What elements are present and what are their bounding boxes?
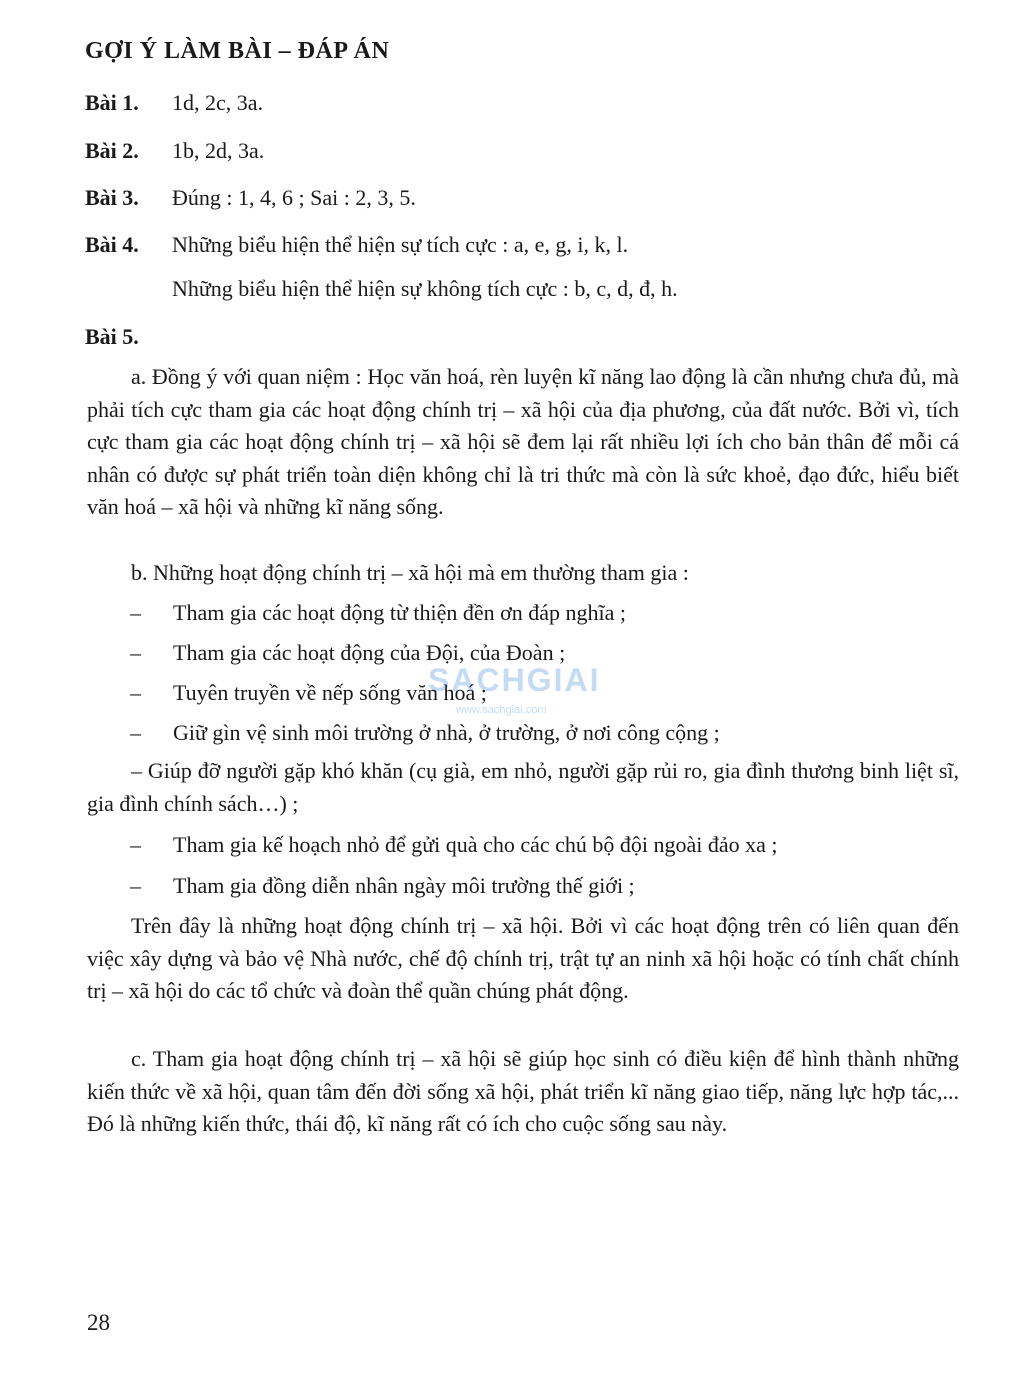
answer-label: Bài 2. (85, 138, 139, 163)
page-number: 28 (87, 1310, 110, 1335)
list-dash: – (130, 720, 141, 745)
watermark-url: www.sachgiai.com (456, 704, 547, 716)
list-item: Giữ gìn vệ sinh môi trường ở nhà, ở trường, ở nơi công cộng ; (173, 720, 720, 745)
answer-2 (85, 136, 264, 166)
list-item: Tham gia đồng diễn nhân ngày môi trường thế giới ; (173, 873, 635, 898)
page-heading: GỢI Ý LÀM BÀI – ĐÁP ÁN (85, 38, 390, 64)
watermark-logo (420, 660, 620, 720)
list-item: Tham gia các hoạt động của Đội, của Đoàn ; (173, 640, 566, 665)
answer-5 (85, 322, 172, 352)
answer-3 (85, 183, 416, 213)
answer-4 (85, 230, 628, 260)
list-item: Tuyên truyền về nếp sống văn hoá ; (173, 680, 487, 705)
answer-label: Bài 1. (85, 90, 139, 115)
list-dash: – (130, 640, 141, 665)
answer-text: 1b, 2d, 3a. (172, 138, 265, 163)
list-dash: – (130, 600, 141, 625)
list-item: Tham gia các hoạt động từ thiện đền ơn đáp nghĩa ; (173, 600, 627, 625)
answer-text: Đúng : 1, 4, 6 ; Sai : 2, 3, 5. (172, 185, 416, 210)
list-item-long: – Giúp đỡ người gặp khó khăn (cụ già, em nhỏ, người gặp rủi ro, gia đình thương binh liệt sĩ, gia đình chính sách…) ; (87, 758, 959, 816)
answer-5b-intro: b. Những hoạt động chính trị – xã hội mà em thường tham gia : (131, 560, 689, 585)
answer-4-line-2: Những biểu hiện thể hiện sự không tích cực : b, c, d, đ, h. (172, 276, 678, 301)
answer-5a-paragraph: a. Đồng ý với quan niệm : Học văn hoá, rèn luyện kĩ năng lao động là cần nhưng chưa đủ, mà phải tích cực tham gia các hoạt động chính trị – xã hội của địa phương, của đất nước. Bởi vì, tích cực tham gia các hoạt động chính trị – xã hội sẽ đem lại rất nhiều lợi ích cho bản thân để mỗi cá nhân có được sự phát triển toàn diện không chỉ là tri thức mà còn là sức khoẻ, đạo đức, hiểu biết văn hoá – xã hội và những kĩ năng sống. (87, 364, 959, 520)
answer-5b-conclusion: Trên đây là những hoạt động chính trị – xã hội. Bởi vì các hoạt động trên có liên quan đến việc xây dựng và bảo vệ Nhà nước, chế độ chính trị, trật tự an ninh xã hội hoặc có tính chất chính trị – xã hội do các tổ chức và đoàn thể quần chúng phát động. (87, 913, 959, 1004)
list-item: Tham gia kế hoạch nhỏ để gửi quà cho các chú bộ đội ngoài đảo xa ; (173, 832, 778, 857)
answer-label: Bài 5. (85, 324, 139, 349)
answer-text: Những biểu hiện thể hiện sự tích cực : a, e, g, i, k, l. (172, 232, 629, 257)
list-dash: – (130, 680, 141, 705)
answer-text: 1d, 2c, 3a. (172, 90, 264, 115)
list-dash: – (130, 873, 141, 898)
watermark-brand: SACHGIAI (428, 662, 601, 698)
answer-5c-paragraph: c. Tham gia hoạt động chính trị – xã hội sẽ giúp học sinh có điều kiện để hình thành những kiến thức về xã hội, quan tâm đến đời sống xã hội, phát triển kĩ năng giao tiếp, năng lực hợp tác,... Đó là những kiến thức, thái độ, kĩ năng rất có ích cho cuộc sống sau này. (87, 1046, 959, 1137)
list-dash: – (130, 832, 141, 857)
answer-label: Bài 4. (85, 232, 139, 257)
answer-label: Bài 3. (85, 185, 139, 210)
answer-1 (85, 88, 263, 118)
